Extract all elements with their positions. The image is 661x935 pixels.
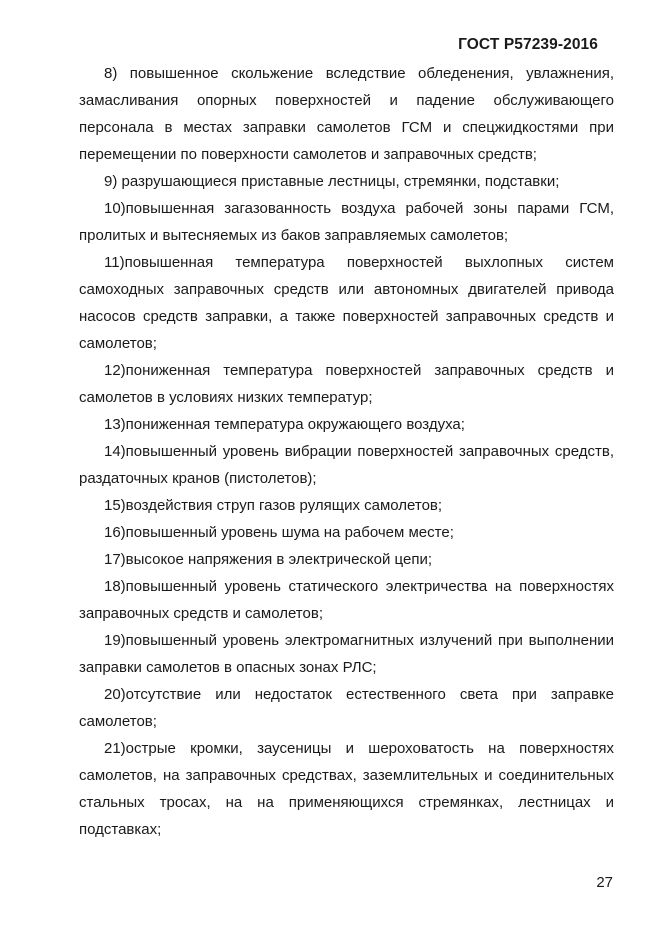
- list-item: 8) повышенное скольжение вследствие обледенения, увлажнения, замасливания опорных поверхностей и падение обслуживающего персонала в местах заправки самолетов ГСМ и спецжидкостями при перемещении по поверхности самолетов и заправочных средств;: [79, 65, 614, 163]
- list-item: 14)повышенный уровень вибрации поверхностей заправочных средств, раздаточных кранов (пистолетов);: [79, 443, 614, 487]
- list-item: 18)повышенный уровень статического электричества на поверхностях заправочных средств и самолетов;: [79, 578, 614, 622]
- list-item: 13)пониженная температура окружающего воздуха;: [104, 416, 465, 433]
- document-code-header: ГОСТ Р57239-2016: [458, 36, 598, 53]
- list-item: 16)повышенный уровень шума на рабочем месте;: [104, 524, 454, 541]
- hazard-list: [79, 60, 614, 843]
- list-item: 12)пониженная температура поверхностей заправочных средств и самолетов в условиях низких температур;: [79, 362, 614, 406]
- list-item: 17)высокое напряжения в электрической цепи;: [104, 551, 432, 568]
- page-number: 27: [596, 874, 613, 891]
- list-item: 15)воздействия струп газов рулящих самолетов;: [104, 497, 443, 514]
- list-item: 21)острые кромки, заусеницы и шероховатость на поверхностях самолетов, на заправочных средствах, заземлительных и соединительных стальных тросах, на на применяющихся стремянках, лестницах и подставках;: [79, 740, 614, 838]
- list-item: 20)отсутствие или недостаток естественного света при заправке самолетов;: [79, 686, 614, 730]
- list-item: 19)повышенный уровень электромагнитных излучений при выполнении заправки самолетов в опасных зонах РЛС;: [79, 632, 614, 676]
- list-item: 10)повышенная загазованность воздуха рабочей зоны парами ГСМ, пролитых и вытесняемых из баков заправляемых самолетов;: [79, 200, 614, 244]
- list-item: 9) разрушающиеся приставные лестницы, стремянки, подставки;: [104, 173, 560, 190]
- list-item: 11)повышенная температура поверхностей выхлопных систем самоходных заправочных средств или автономных двигателей привода насосов средств заправки, а также поверхностей заправочных средств и самолетов;: [79, 254, 614, 352]
